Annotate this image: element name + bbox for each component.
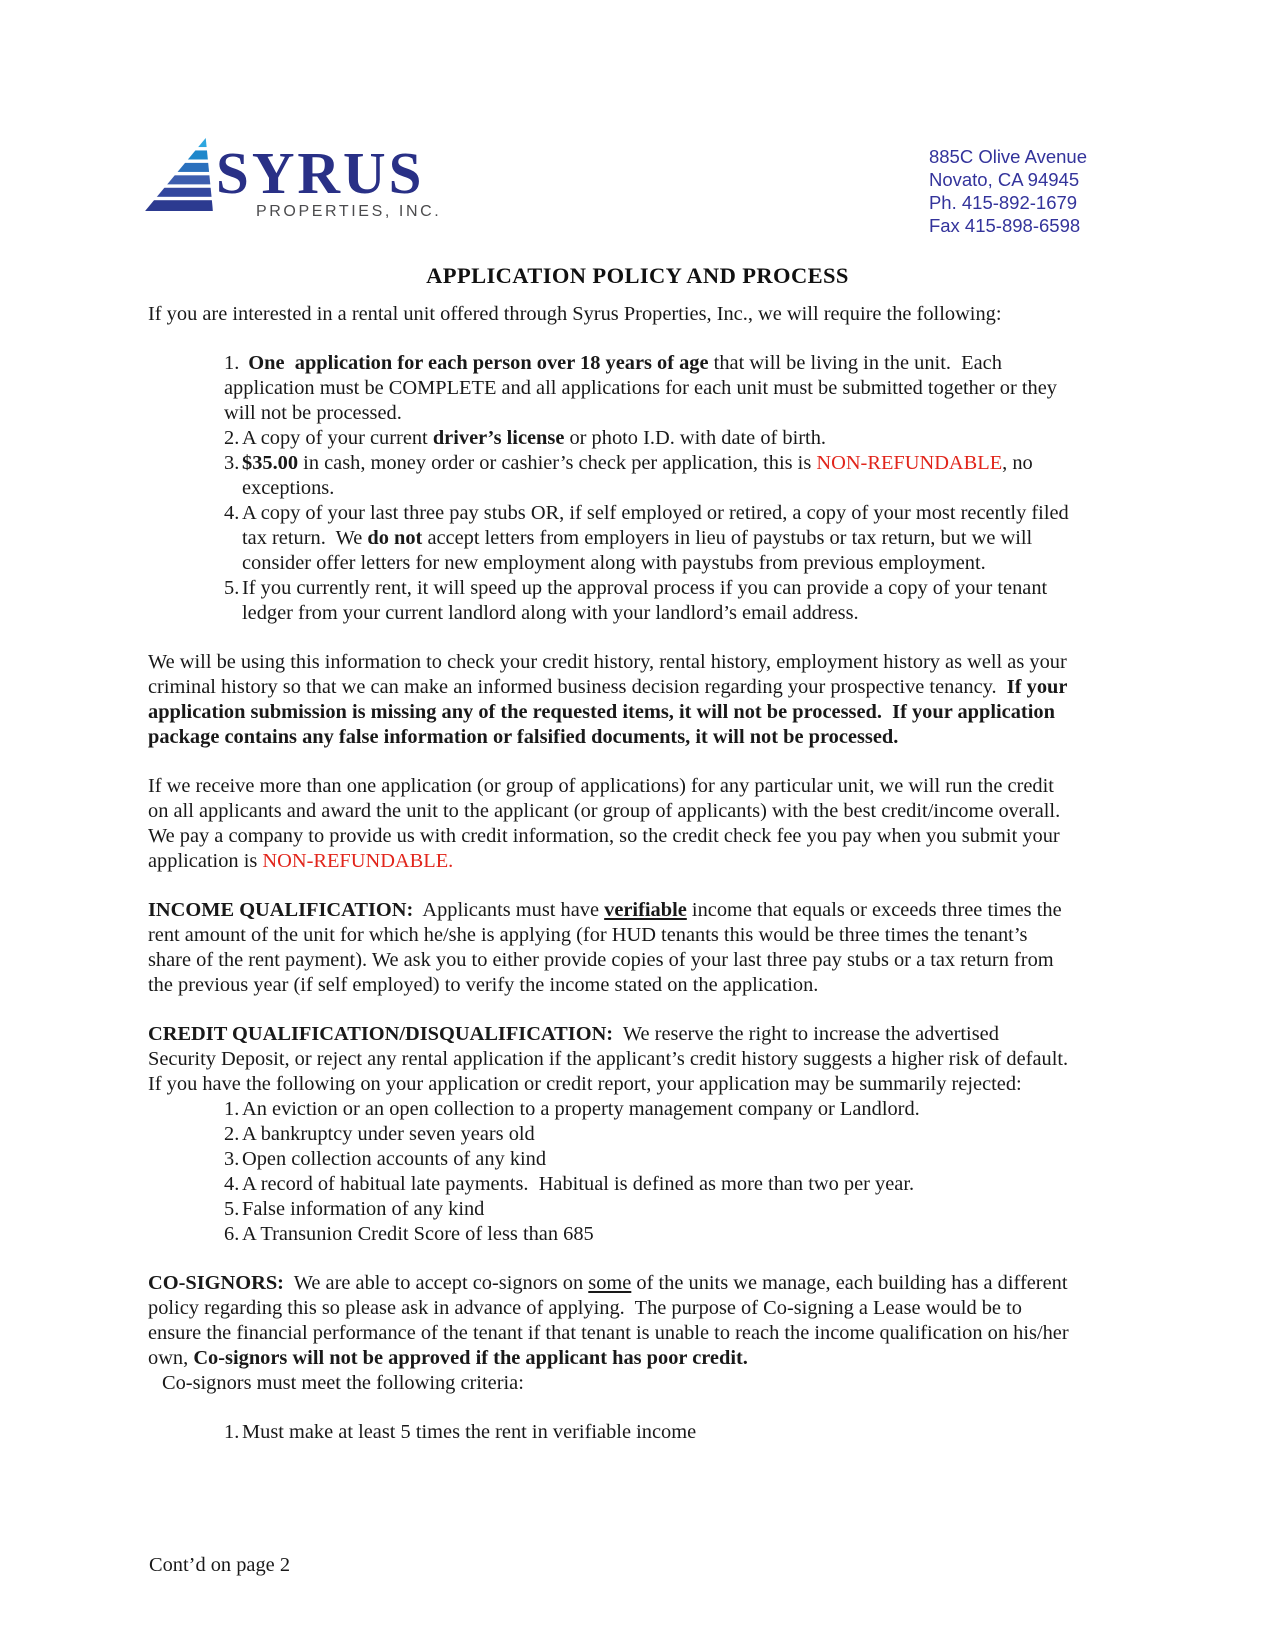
text-run: driver’s license bbox=[432, 427, 565, 449]
text-run: in cash, money order or cashier’s check per application, this is bbox=[298, 452, 817, 474]
list-item bbox=[148, 576, 1070, 626]
text-run: INCOME QUALIFICATION: bbox=[148, 899, 414, 921]
list-item-number: 3. bbox=[224, 1148, 240, 1170]
text-run: If you currently rent, it will speed up the approval process if you can provide a copy of your tenant ledger from your current landlord along with your landlord’s email address. bbox=[242, 577, 1053, 624]
list-item-text bbox=[242, 452, 1038, 499]
list-item-number: 4. bbox=[224, 1173, 240, 1195]
list-item-number: 4. bbox=[224, 502, 240, 524]
list-item-text bbox=[242, 502, 1074, 574]
list-item-text: Open collection accounts of any kind bbox=[242, 1148, 547, 1170]
list-item bbox=[148, 1172, 1070, 1197]
emphasis-red-text: NON-REFUNDABLE. bbox=[262, 850, 454, 872]
intro-paragraph: If you are interested in a rental unit offered through Syrus Properties, Inc., we will require the following: bbox=[148, 303, 1002, 325]
list-item bbox=[148, 426, 1070, 451]
text-run: One application for each person over 18 years of age bbox=[248, 352, 709, 374]
logo-sail-icon bbox=[145, 138, 213, 211]
list-item bbox=[148, 1147, 1070, 1172]
address-line: 885C Olive Avenue bbox=[928, 146, 1087, 167]
company-name: SYRUS bbox=[216, 140, 425, 206]
list-item-number: 2. bbox=[224, 1123, 240, 1145]
address-line: Novato, CA 94945 bbox=[928, 169, 1080, 190]
text-run: income that equals or exceeds three times the rent amount of the unit for which he/she is applying (for HUD tenants this would be three times the tenant’s share of the rent payment). We ask you to either provide copies of your last three pay stubs or a tax return from the previous year (if self employed) to verify the income stated on the application. bbox=[148, 899, 1067, 996]
credit-qualification-paragraph bbox=[148, 1022, 1079, 1097]
text-run: or photo I.D. with date of birth. bbox=[564, 427, 827, 449]
screening-paragraph bbox=[148, 650, 1073, 750]
footer-note: Cont’d on page 2 bbox=[149, 1554, 291, 1576]
cosignor-criteria-list bbox=[148, 1420, 1070, 1445]
list-item-number: 2. bbox=[224, 427, 240, 449]
emphasis-red-text: NON-REFUNDABLE bbox=[816, 452, 1003, 474]
credit-disqualifiers-list bbox=[148, 1097, 1070, 1247]
list-item bbox=[148, 501, 1074, 576]
list-item-text bbox=[224, 352, 1062, 424]
text-run: If we receive more than one application (or group of applications) for any particular unit, we will run the credit on all applicants and award the unit to the applicant (or group of applicants) with the best credit/income overall. We pay a company to provide us with credit information, so the credit check fee you pay when you submit your application is bbox=[148, 775, 1071, 872]
text-run: , no exceptions. bbox=[242, 452, 1038, 499]
list-item bbox=[148, 451, 1070, 501]
list-item-number: 3. bbox=[224, 452, 240, 474]
cosignors-paragraph bbox=[148, 1271, 1074, 1371]
list-item-number: 1. bbox=[224, 1098, 240, 1120]
text-run: verifiable bbox=[604, 899, 687, 921]
text-run: of the units we manage, each building has a different policy regarding this so please ask in advance of applying. The purpose of Co-signing a Lease would be to ensure the financial performance of the tenant if that tenant is unable to reach the income qualification on his/her own, bbox=[148, 1272, 1074, 1369]
list-item-text: A record of habitual late payments. Habitual is defined as more than two per year. bbox=[242, 1173, 915, 1195]
address-line: Ph. 415-892-1679 bbox=[928, 192, 1078, 213]
text-run: CO-SIGNORS: bbox=[148, 1272, 284, 1294]
list-item-text: False information of any kind bbox=[242, 1198, 485, 1220]
list-item bbox=[148, 1222, 1070, 1247]
list-item-text: An eviction or an open collection to a property management company or Landlord. bbox=[242, 1098, 920, 1120]
letterhead bbox=[145, 138, 1087, 237]
page-title: APPLICATION POLICY AND PROCESS bbox=[426, 263, 849, 288]
requirements-list bbox=[148, 351, 1074, 626]
list-item bbox=[148, 1197, 1070, 1222]
text-run: that will be living in the unit. Each application must be COMPLETE and all applications for each unit must be submitted together or they will not be processed. bbox=[224, 352, 1063, 424]
text-run: We reserve the right to increase the advertised Security Deposit, or reject any rental application if the applicant’s credit history suggests a higher risk of default. If you have the following on your application or credit report, your application may be summarily rejected: bbox=[148, 1023, 1079, 1095]
company-address bbox=[929, 138, 1087, 237]
document-body bbox=[148, 302, 1079, 1469]
address-line: Fax 415-898-6598 bbox=[928, 215, 1081, 236]
list-item-text bbox=[242, 427, 826, 449]
list-item-text bbox=[242, 577, 1052, 624]
list-item-number: 5. bbox=[224, 577, 240, 599]
text-run: accept letters from employers in lieu of paystubs or tax return, but we will consider offer letters for new employment along with paystubs from previous employment. bbox=[242, 527, 1038, 574]
text-run: Applicants must have bbox=[413, 899, 605, 921]
list-item-number: 1. bbox=[224, 352, 240, 374]
list-item-number: 1. bbox=[224, 1421, 240, 1443]
company-name-subtitle: PROPERTIES, INC. bbox=[256, 203, 442, 220]
text-run: CREDIT QUALIFICATION/DISQUALIFICATION: bbox=[148, 1023, 614, 1045]
text-run: If your application submission is missing any of the requested items, it will not be processed. If your application package contains any false information or falsified documents, it will not be processed. bbox=[148, 676, 1073, 748]
company-logo bbox=[145, 138, 441, 221]
list-item-text: Must make at least 5 times the rent in verifiable income bbox=[242, 1421, 697, 1443]
list-item bbox=[148, 1097, 1070, 1122]
list-item-number: 6. bbox=[224, 1223, 240, 1245]
text-run: some bbox=[588, 1272, 632, 1294]
list-item bbox=[148, 1122, 1070, 1147]
income-qualification-paragraph bbox=[148, 898, 1070, 998]
text-run: A copy of your current bbox=[242, 427, 433, 449]
multiple-applications-paragraph bbox=[148, 774, 1070, 874]
text-run: We will be using this information to check your credit history, rental history, employment history as well as your criminal history so that we can make an informed business decision regarding your prospective tenancy. bbox=[148, 651, 1072, 698]
list-item-text: A Transunion Credit Score of less than 685 bbox=[242, 1223, 594, 1245]
text-run: Co-signors will not be approved if the applicant has poor credit. bbox=[193, 1347, 748, 1369]
text-run: We are able to accept co-signors on bbox=[283, 1272, 589, 1294]
text-run: do not bbox=[367, 527, 423, 549]
list-item-text: A bankruptcy under seven years old bbox=[242, 1123, 535, 1145]
list-item bbox=[148, 351, 1070, 426]
cosignor-criteria-label: Co-signors must meet the following criteria: bbox=[162, 1372, 524, 1394]
text-run: $35.00 bbox=[242, 452, 299, 474]
text-run: A copy of your last three pay stubs OR, if self employed or retired, a copy of your most recently filed tax return. We bbox=[242, 502, 1074, 549]
list-item bbox=[148, 1420, 1070, 1445]
list-item-number: 5. bbox=[224, 1198, 240, 1220]
